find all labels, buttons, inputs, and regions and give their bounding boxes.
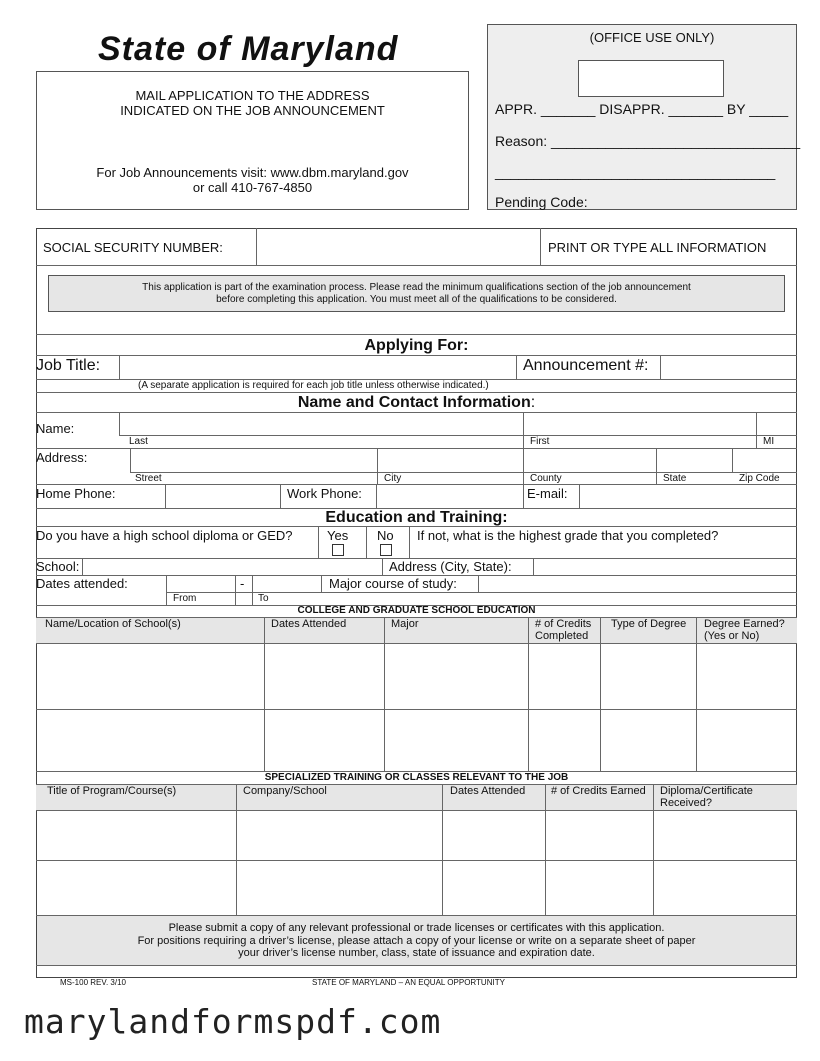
to-caption: To xyxy=(258,593,269,604)
notice-line-2: before completing this application. You must meet all of the qualifications to be considered. xyxy=(216,294,617,305)
office-stamp-field[interactable] xyxy=(578,60,724,97)
diploma-yes-checkbox[interactable] xyxy=(332,544,344,556)
zip-caption: Zip Code xyxy=(739,473,780,484)
print-type-instruction: PRINT OR TYPE ALL INFORMATION xyxy=(548,240,767,255)
contact-heading-colon: : xyxy=(530,394,536,411)
site-watermark: marylandformspdf.com xyxy=(24,1002,442,1041)
reason-line: Reason: ________________________________ xyxy=(495,133,801,149)
college-heading: COLLEGE AND GRADUATE SCHOOL EDUCATION xyxy=(297,605,536,616)
state-field[interactable] xyxy=(657,449,732,471)
training-col-diploma-2: Received? xyxy=(660,797,712,809)
yes-label: Yes xyxy=(327,528,349,543)
dates-attended-label: Dates attended: xyxy=(36,576,128,591)
from-caption: From xyxy=(173,593,197,604)
city-field[interactable] xyxy=(378,449,523,471)
college-row-2[interactable] xyxy=(37,710,796,771)
diploma-question: Do you have a high school diploma or GED? xyxy=(36,528,293,543)
county-caption: County xyxy=(530,473,562,484)
mi-caption: MI xyxy=(763,436,775,447)
college-col-dates: Dates Attended xyxy=(271,618,347,630)
page-title: State of Maryland xyxy=(98,30,399,68)
form-id: MS-100 REV. 3/10 xyxy=(60,978,126,987)
contact-heading xyxy=(36,394,797,412)
college-col-degree: Type of Degree xyxy=(611,618,687,630)
mail-line-1: MAIL APPLICATION TO THE ADDRESS xyxy=(135,88,370,103)
applying-for-heading: Applying For: xyxy=(364,337,469,354)
major-course-label: Major course of study: xyxy=(329,576,457,591)
highest-grade-question: If not, what is the highest grade that you completed? xyxy=(417,528,719,543)
college-row-1[interactable] xyxy=(37,644,796,709)
high-school-field[interactable] xyxy=(83,559,382,574)
training-col-dates: Dates Attended xyxy=(450,785,526,797)
job-announcement-visit: For Job Announcements visit: www.dbm.maryland.gov xyxy=(96,165,409,180)
training-col-company: Company/School xyxy=(243,785,327,797)
zip-code-field[interactable] xyxy=(733,449,796,471)
job-title-field[interactable] xyxy=(120,356,516,378)
diploma-no-checkbox[interactable] xyxy=(380,544,392,556)
pending-code-label: Pending Code: xyxy=(495,194,588,210)
training-col-title: Title of Program/Course(s) xyxy=(47,785,177,797)
middle-initial-field[interactable] xyxy=(757,413,796,434)
name-label: Name: xyxy=(36,421,75,436)
work-phone-label: Work Phone: xyxy=(287,486,362,501)
school-address-label: Address (City, State): xyxy=(389,559,512,574)
street-caption: Street xyxy=(135,473,162,484)
announcement-number-label: Announcement #: xyxy=(523,357,649,374)
office-blank-line: ____________________________________ xyxy=(495,164,776,180)
work-phone-field[interactable] xyxy=(377,485,523,507)
contact-heading-text: Name and Contact Information xyxy=(297,394,531,411)
street-field[interactable] xyxy=(131,449,376,471)
dates-dash: - xyxy=(240,576,245,591)
home-phone-label: Home Phone: xyxy=(36,486,116,501)
office-use-box xyxy=(487,24,797,210)
major-course-field[interactable] xyxy=(479,576,796,591)
state-caption: State xyxy=(663,473,687,484)
ssn-field[interactable] xyxy=(257,229,540,264)
ssn-label: SOCIAL SECURITY NUMBER: xyxy=(43,240,223,255)
training-row-2[interactable] xyxy=(37,861,796,915)
training-heading: SPECIALIZED TRAINING OR CLASSES RELEVANT TO THE JOB xyxy=(264,772,569,783)
first-caption: First xyxy=(530,436,550,447)
email-field[interactable] xyxy=(580,485,796,507)
county-field[interactable] xyxy=(524,449,656,471)
job-announcement-call: or call 410-767-4850 xyxy=(192,180,313,195)
address-label: Address: xyxy=(36,450,88,465)
college-col-credits-2: Completed xyxy=(535,630,589,642)
job-title-label: Job Title: xyxy=(36,357,101,374)
college-col-name: Name/Location of School(s) xyxy=(45,618,181,630)
equal-opportunity: STATE OF MARYLAND – AN EQUAL OPPORTUNITY xyxy=(312,978,505,987)
separate-application-note: (A separate application is required for each job title unless otherwise indicated.) xyxy=(138,380,489,391)
home-phone-field[interactable] xyxy=(166,485,280,507)
approval-line: APPR. _______ DISAPPR. _______ BY _____ xyxy=(495,101,789,117)
no-label: No xyxy=(377,528,394,543)
training-col-credits: # of Credits Earned xyxy=(551,785,646,797)
training-col-diploma-1: Diploma/Certificate xyxy=(660,785,753,797)
license-notice-line-1: Please submit a copy of any relevant professional or trade licenses or certificates with this application. xyxy=(168,922,665,934)
dates-to-field[interactable] xyxy=(253,576,321,590)
last-caption: Last xyxy=(129,436,148,447)
license-notice-line-2: For positions requiring a driver’s license, please attach a copy of your license or write on a separate sheet of paper xyxy=(137,935,696,947)
school-label: School: xyxy=(36,559,80,574)
school-address-field[interactable] xyxy=(534,559,796,574)
dates-from-field[interactable] xyxy=(167,576,235,590)
college-col-credits-1: # of Credits xyxy=(535,618,592,630)
mail-line-2: INDICATED ON THE JOB ANNOUNCEMENT xyxy=(120,103,385,118)
college-col-major: Major xyxy=(391,618,419,630)
notice-line-1: This application is part of the examination process. Please read the minimum qualifications section of the job announcement xyxy=(142,282,691,293)
training-row-1[interactable] xyxy=(37,811,796,860)
education-heading: Education and Training: xyxy=(325,509,508,526)
college-col-earned-1: Degree Earned? xyxy=(704,618,785,630)
city-caption: City xyxy=(384,473,402,484)
college-col-earned-2: (Yes or No) xyxy=(704,630,760,642)
last-name-field[interactable] xyxy=(120,413,523,434)
office-use-title: (OFFICE USE ONLY) xyxy=(589,30,715,45)
first-name-field[interactable] xyxy=(524,413,756,434)
announcement-number-field[interactable] xyxy=(661,356,796,378)
email-label: E-mail: xyxy=(527,486,568,501)
license-notice-line-3: your driver’s license number, class, state of issuance and expiration date. xyxy=(238,947,595,959)
